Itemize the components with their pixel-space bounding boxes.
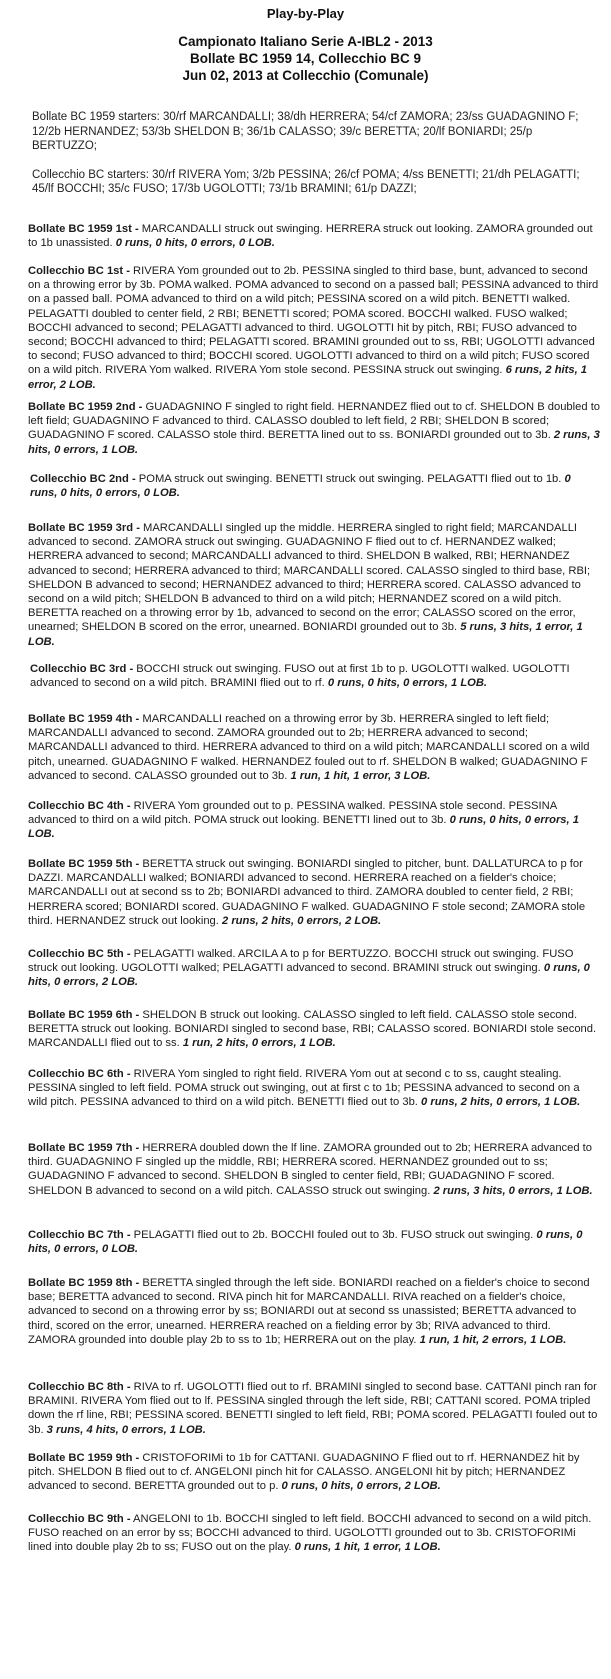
bollate-starters: Bollate BC 1959 starters: 30/rf MARCANDALLI; 38/dh HERRERA; 54/cf ZAMORA; 23/ss GUADAGNINO F; 12/2b HERNANDEZ; 53/3b SHELDON B; 36/1b CALASSO; 39/c BERETTA; 20/lf BONIARDI; 25/p BERTUZZO; (32, 111, 579, 152)
inning-play-text: HERRERA doubled down the lf line. ZAMORA grounded out to 2b; HERRERA advanced to third. GUADAGNINO F singled up the middle, RBI; HERRERA scored. HERNANDEZ grounded out to ss; GUADAGNINO F advanced to second. SHELDON B singled to center field, RBI; GUADAGNINO F scored. SHELDON B advanced to second on a wild pitch. CALASSO struck out swinging. (28, 1142, 593, 1197)
inning-paragraph (28, 1380, 601, 1437)
inning-play-text: RIVERA Yom singled to right field. RIVERA Yom out at second c to ss, caught stealing. PESSINA singled to left field. POMA struck out swinging, out at first c to 1b; PESSINA advanced to second on a wild pitch. PESSINA advanced to third on a wild pitch. BENETTI flied out to 3b. (28, 1068, 580, 1109)
inning-paragraph (28, 947, 601, 990)
inning-team-label: Bollate BC 1959 7th - (28, 1142, 140, 1154)
inning-summary: 1 run, 1 hit, 2 errors, 1 LOB. (419, 1333, 567, 1346)
inning-team-label: Collecchio BC 5th - (28, 948, 131, 960)
inning-play-text: ANGELONI to 1b. BOCCHI singled to left field. BOCCHI advanced to second on a wild pitch. FUSO reached on an error by ss; BOCCHI advanced to third. UGOLOTTI grounded out to 3b. CRISTOFORIMi lined into double play 2b to ss; FUSO out on the play. (28, 1513, 592, 1554)
inning-summary: 2 runs, 2 hits, 0 errors, 2 LOB. (221, 914, 382, 927)
inning-summary: 0 runs, 0 hits, 0 errors, 2 LOB. (28, 962, 590, 989)
inning-play-text: RIVA to rf. UGOLOTTI flied out to rf. BRAMINI singled to second base. CATTANI pinch ran for BRAMINI. RIVERA Yom flied out to lf. PESSINA singled through the left side, RBI; CATTANI scored. POMA tripled down the rf line, RBI; PESSINA scored. BENETTI singled to left field, RBI; POMA scored. PELAGATTI fouled out to 3b. (28, 1381, 598, 1436)
inning-team-label: Bollate BC 1959 2nd - (28, 401, 143, 413)
inning-play-text: POMA struck out swinging. BENETTI struck out swinging. PELAGATTI flied out to 1b. (135, 473, 565, 485)
page-title: Play-by-Play (266, 6, 345, 21)
inning-team-label: Bollate BC 1959 3rd - (28, 522, 140, 534)
inning-paragraph (28, 222, 601, 250)
inning-play-text: BERETTA struck out swinging. BONIARDI singled to pitcher, bunt. DALLATURCA to p for DAZZI. MARCANDALLI walked; BONIARDI advanced to second. HERRERA reached on a fielder's choice; MARCANDALLI out at second ss to 2b; BONIARDI advanced to third. ZAMORA doubled to center field, 2 RBI; HERRERA scored; BONIARDI scored. GUADAGNINO F walked. GUADAGNINO F stole second; ZAMORA stole third. HERNANDEZ struck out looking. (28, 858, 586, 927)
inning-team-label: Bollate BC 1959 1st - (28, 223, 139, 235)
inning-summary: 2 runs, 3 hits, 0 errors, 1 LOB. (28, 429, 600, 456)
inning-team-label: Bollate BC 1959 5th - (28, 858, 140, 870)
championship-title: Campionato Italiano Serie A-IBL2 - 2013 (178, 34, 433, 49)
inning-paragraph (28, 712, 601, 783)
inning-paragraph (28, 521, 601, 649)
inning-team-label: Bollate BC 1959 9th - (28, 1452, 140, 1464)
inning-team-label: Collecchio BC 1st - (28, 265, 130, 277)
inning-play-text: PELAGATTI walked. ARCILA A to p for BERTUZZO. BOCCHI struck out swinging. FUSO struck out looking. UGOLOTTI walked; PELAGATTI advanced to second. BRAMINI struck out swinging. (28, 948, 574, 975)
inning-play-text: MARCANDALLI singled up the middle. HERRERA singled to right field; MARCANDALLI advanced to second. ZAMORA struck out swinging. GUADAGNINO F flied out to cf. HERNANDEZ walked; HERRERA advanced to second; MARCANDALLI advanced to third. SHELDON B walked, RBI; HERNANDEZ advanced to second; HERRERA advanced to third; MARCANDALLI scored. CALASSO singled to third base, RBI; SHELDON B advanced to second; HERNANDEZ advanced to third; HERRERA scored. CALASSO advanced to second on a wild pitch; SHELDON B advanced to third on a wild pitch; HERNANDEZ scored on a wild pitch. BERETTA reached on a throwing error by 1b, advanced to second on the error; CALASSO scored on the error, unearned; SHELDON B scored on the error, unearned. BONIARDI grounded out to 3b. (28, 522, 591, 634)
inning-paragraph (28, 400, 601, 457)
inning-paragraph (28, 1228, 601, 1256)
inning-paragraph (28, 1008, 601, 1051)
inning-team-label: Collecchio BC 3rd - (30, 663, 134, 675)
game-date-venue: Jun 02, 2013 at Collecchio (Comunale) (182, 68, 429, 83)
inning-paragraph (30, 662, 601, 690)
inning-play-text: MARCANDALLI reached on a throwing error by 3b. HERRERA singled to left field; MARCANDALLI advanced to second. ZAMORA grounded out to 2b; HERRERA advanced to second; MARCANDALLI advanced to third. HERRERA advanced to third on a wild pitch; MARCANDALLI scored on a wild pitch, unearned. GUADAGNINO F walked. HERNANDEZ fouled out to rf. SHELDON B walked; GUADAGNINO F advanced to second. CALASSO grounded out to 3b. (28, 713, 590, 782)
report-header (0, 6, 611, 84)
inning-summary: 0 runs, 0 hits, 0 errors, 0 LOB. (30, 473, 571, 500)
inning-team-label: Collecchio BC 2nd - (30, 473, 136, 485)
inning-summary: 0 runs, 0 hits, 0 errors, 1 LOB. (327, 677, 488, 690)
inning-play-text: CRISTOFORIMi to 1b for CATTANI. GUADAGNINO F flied out to rf. HERNANDEZ hit by pitch. SHELDON B flied out to cf. ANGELONI pinch hit for CALASSO. ANGELONI hit by pitch; HERNANDEZ advanced to second. BERETTA grounded out to p. (28, 1452, 580, 1493)
inning-summary: 1 run, 1 hit, 1 error, 3 LOB. (290, 769, 431, 782)
final-score: Bollate BC 1959 14, Collecchio BC 9 (189, 51, 422, 66)
collecchio-starters: Collecchio BC starters: 30/rf RIVERA Yom; 3/2b PESSINA; 26/cf POMA; 4/ss BENETTI; 21/dh PELAGATTI; 45/lf BOCCHI; 35/c FUSO; 17/3b UGOLOTTI; 73/1b BRAMINI; 61/p DAZZI; (32, 168, 580, 195)
inning-team-label: Collecchio BC 7th - (28, 1229, 131, 1241)
inning-team-label: Collecchio BC 6th - (28, 1068, 131, 1080)
inning-play-text: SHELDON B struck out looking. CALASSO singled to left field. CALASSO stole second. BERETTA struck out looking. BONIARDI singled to second base, RBI; CALASSO scored. BONIARDI stole second. MARCANDALLI flied out to ss. (28, 1009, 597, 1050)
inning-team-label: Bollate BC 1959 8th - (28, 1277, 140, 1289)
inning-team-label: Collecchio BC 9th - (28, 1513, 131, 1525)
inning-paragraph (28, 799, 601, 842)
inning-play-text: MARCANDALLI struck out swinging. HERRERA struck out looking. ZAMORA grounded out to 1b unassisted. (28, 223, 593, 250)
inning-summary: 3 runs, 4 hits, 0 errors, 1 LOB. (46, 1423, 206, 1436)
inning-paragraph (28, 264, 601, 392)
inning-summary: 0 runs, 0 hits, 0 errors, 2 LOB. (281, 1480, 441, 1493)
inning-play-text: RIVERA Yom grounded out to 2b. PESSINA singled to third base, bunt, advanced to second on a throwing error by 3b. POMA walked. POMA advanced to second on a passed ball; PESSINA advanced to third on a passed ball. POMA advanced to third on a wild pitch; PESSINA scored on a wild pitch. BENETTI walked. PELAGATTI doubled to center field, 2 RBI; BENETTI scored; POMA scored. BOCCHI walked. FUSO walked; BOCCHI advanced to second; PELAGATTI advanced to third. UGOLOTTI hit by pitch, RBI; FUSO advanced to second; BOCCHI advanced to third; PELAGATTI scored. BRAMINI grounded out to ss, RBI; UGOLOTTI advanced to second; FUSO advanced to third; BOCCHI scored. UGOLOTTI advanced to third on a wild pitch; FUSO scored on a wild pitch. RIVERA Yom walked. RIVERA Yom stole second. PESSINA struck out swinging. (28, 265, 599, 377)
inning-summary: 6 runs, 2 hits, 1 error, 2 LOB. (28, 364, 588, 391)
inning-summary: 5 runs, 3 hits, 1 error, 1 LOB. (28, 621, 583, 648)
inning-paragraph (30, 472, 601, 500)
inning-play-text: RIVERA Yom grounded out to p. PESSINA walked. PESSINA stole second. PESSINA advanced to third on a wild pitch. POMA struck out looking. BENETTI lined out to 3b. (28, 800, 557, 827)
inning-team-label: Bollate BC 1959 4th - (28, 713, 140, 725)
inning-summary: 0 runs, 1 hit, 1 error, 1 LOB. (294, 1541, 441, 1554)
inning-team-label: Collecchio BC 8th - (28, 1381, 131, 1393)
inning-team-label: Bollate BC 1959 6th - (28, 1009, 140, 1021)
inning-play-text: BERETTA singled through the left side. BONIARDI reached on a fielder's choice to second base; BERETTA advanced to second. RIVA pinch hit for MARCANDALLI. RIVA reached on a fielder's choice, advanced to second on a throwing error by ss; BONIARDI out at second ss unassisted; BERETTA advanced to third, scored on the error, unearned. HERRERA reached on a fielding error by 3b; RIVA advanced to third. ZAMORA grounded into double play 2b to ss to 1b; HERRERA out on the play. (28, 1277, 590, 1346)
inning-paragraph (28, 1276, 601, 1347)
inning-play-text: PELAGATTI flied out to 2b. BOCCHI fouled out to 3b. FUSO struck out swinging. (130, 1229, 537, 1241)
inning-play-text: BOCCHI struck out swinging. FUSO out at first 1b to p. UGOLOTTI walked. UGOLOTTI advanced to second on a wild pitch. BRAMINI flied out to rf. (30, 663, 570, 690)
inning-summary: 1 run, 2 hits, 0 errors, 1 LOB. (182, 1037, 336, 1050)
inning-summary: 0 runs, 0 hits, 0 errors, 0 LOB. (28, 1229, 583, 1256)
inning-paragraph (28, 1141, 601, 1198)
inning-summary: 0 runs, 0 hits, 0 errors, 1 LOB. (28, 814, 579, 841)
inning-paragraph (28, 1512, 601, 1555)
inning-summary: 2 runs, 3 hits, 0 errors, 1 LOB. (433, 1184, 593, 1197)
inning-paragraph (28, 1067, 601, 1110)
inning-summary: 0 runs, 2 hits, 0 errors, 1 LOB. (421, 1096, 581, 1109)
inning-summary: 0 runs, 0 hits, 0 errors, 0 LOB. (115, 237, 275, 250)
inning-paragraph (28, 857, 601, 928)
inning-play-text: GUADAGNINO F singled to right field. HERNANDEZ flied out to cf. SHELDON B doubled to left field; GUADAGNINO F advanced to third. CALASSO doubled to left field, 2 RBI; SHELDON B scored; GUADAGNINO F scored. CALASSO stole third. BERETTA lined out to ss. BONIARDI grounded out to 3b. (28, 401, 601, 442)
inning-paragraph (28, 1451, 601, 1494)
inning-team-label: Collecchio BC 4th - (28, 800, 131, 812)
